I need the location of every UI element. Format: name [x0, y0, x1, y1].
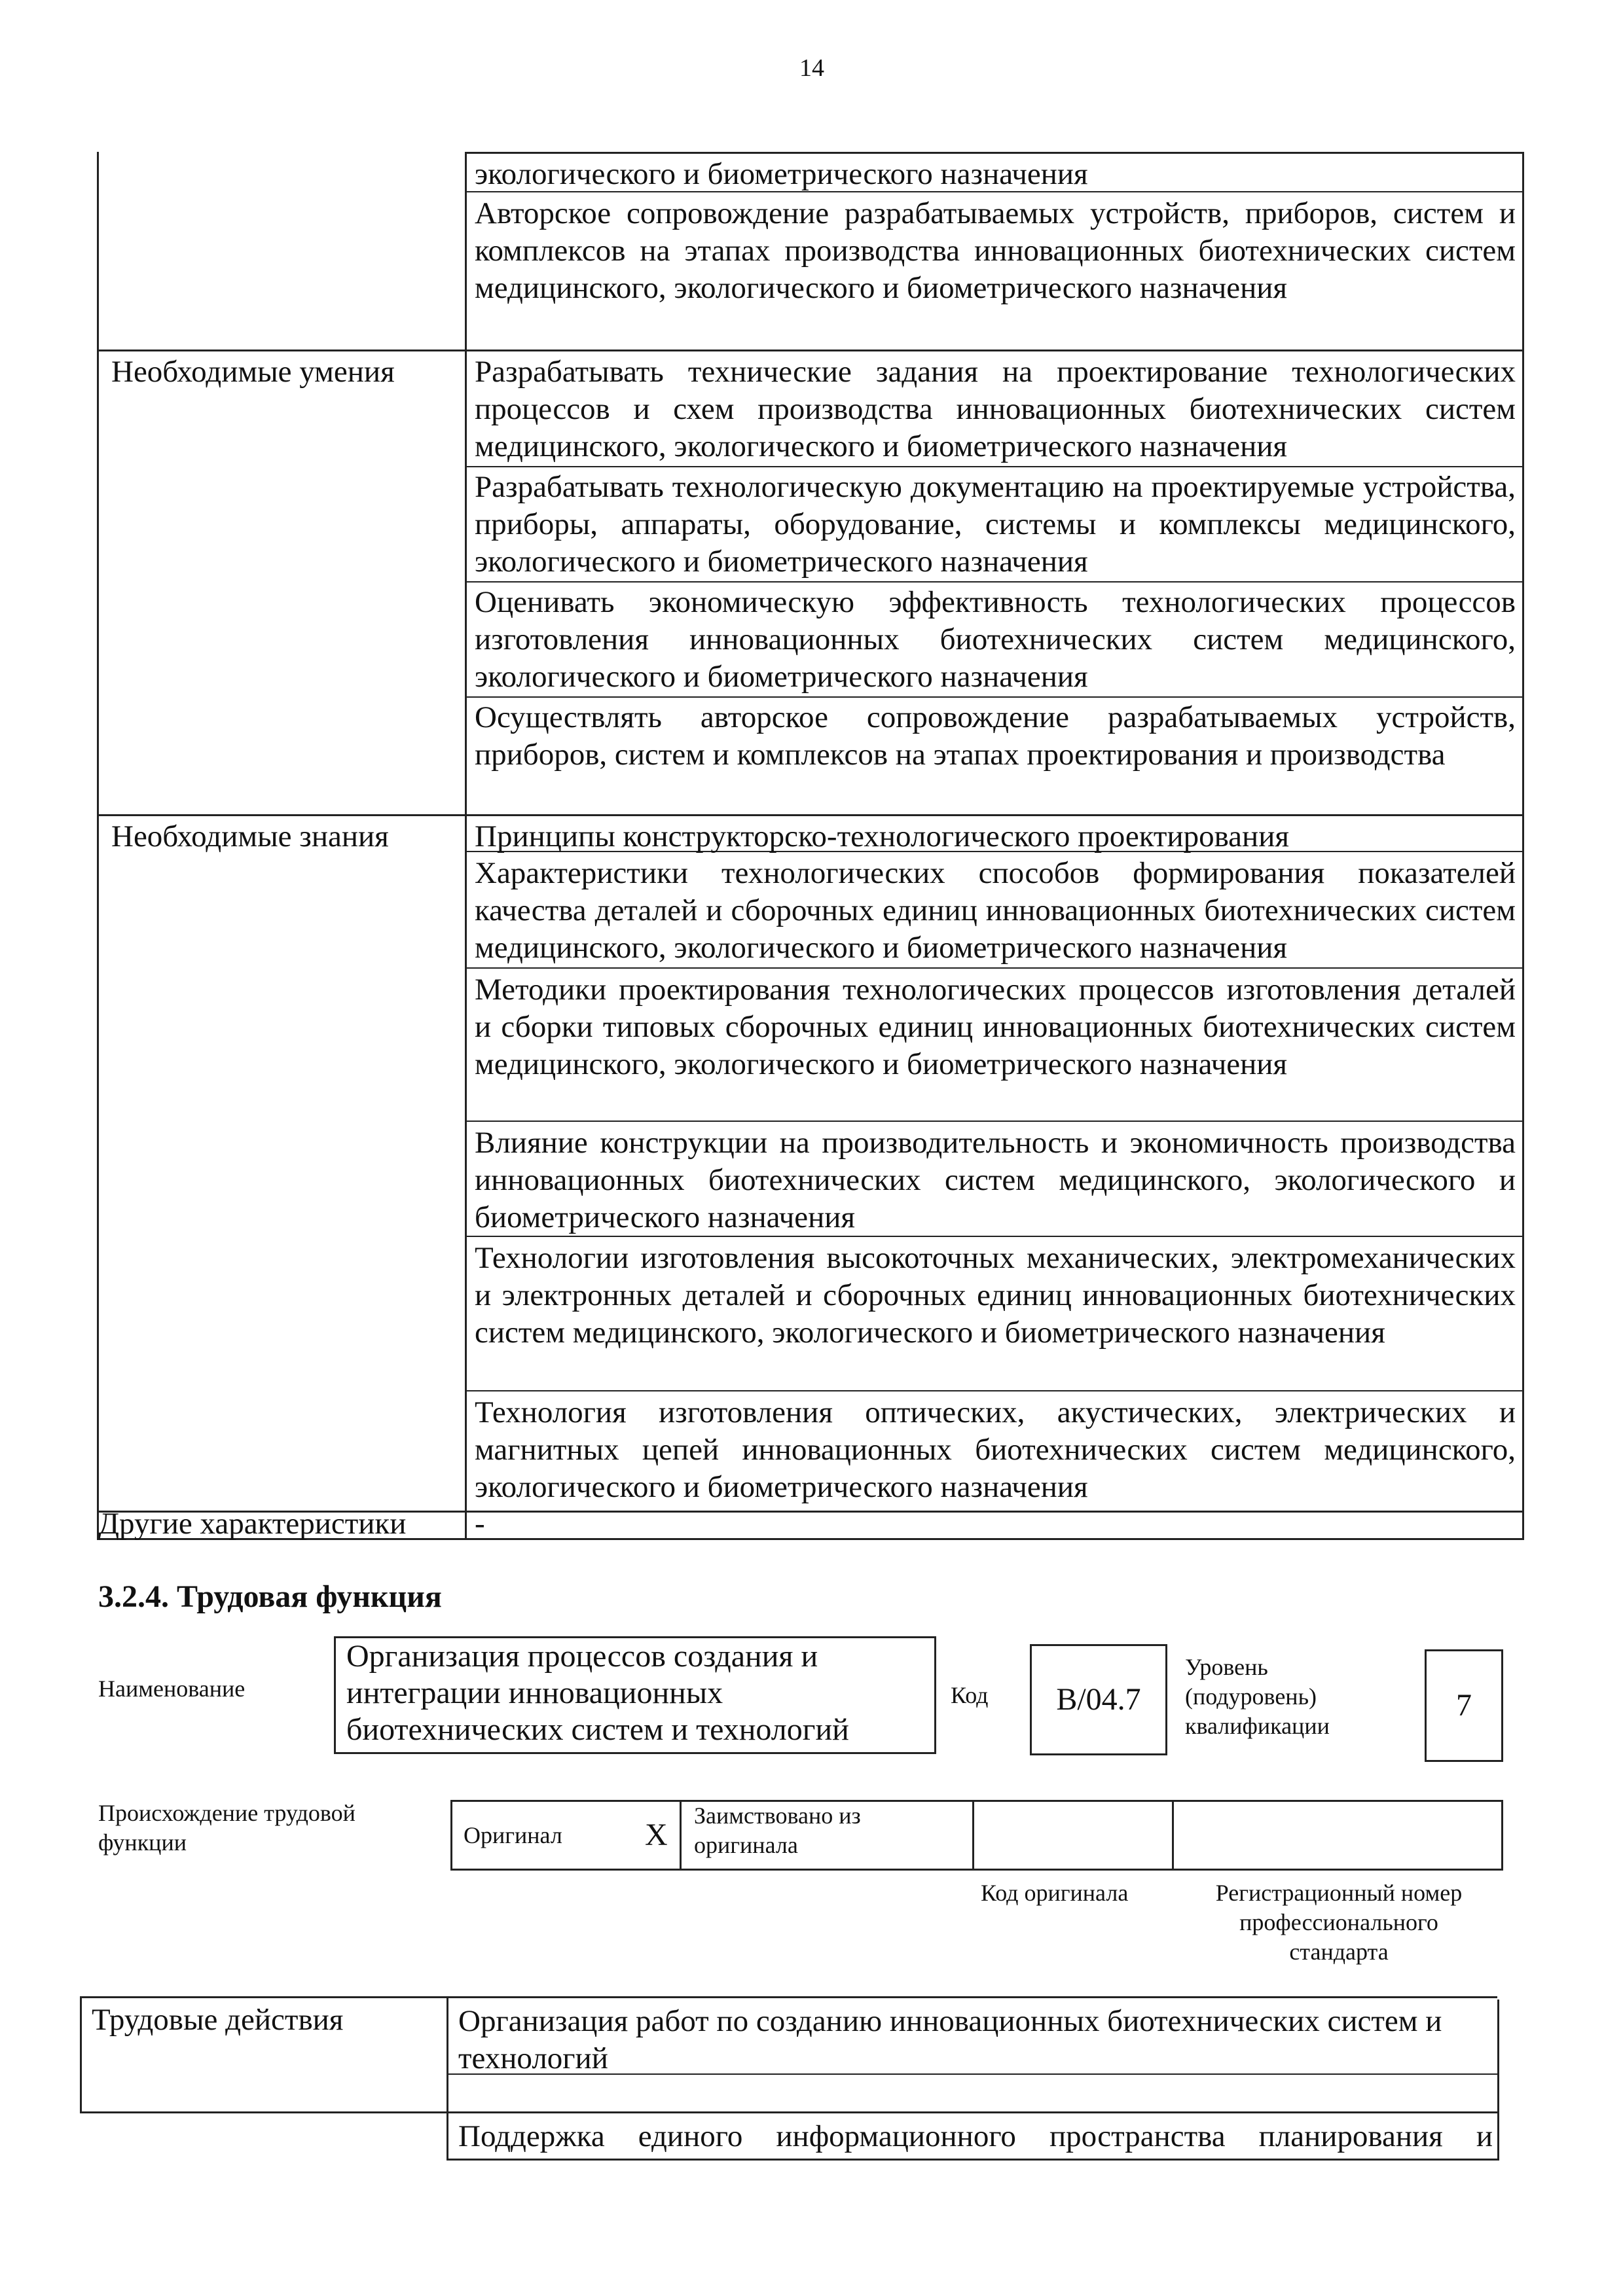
skill-item: Разрабатывать технологическую документацию на проектируемые устройства, приборы, аппараты, оборудование, системы и комплексы медицинского, экологического и биометрического назначения — [475, 470, 1516, 579]
labor-action-item: Поддержка единого информационного пространства планирования и — [458, 2119, 1493, 2153]
page-number: 14 — [799, 54, 824, 82]
level-box — [1425, 1649, 1503, 1762]
borrowed-label: Заимствовано из оригинала — [694, 1803, 861, 1858]
function-name-value: Организация процессов создания и интеграции инновационных биотехнических систем и технологий — [346, 1639, 849, 1747]
function-name-box — [334, 1636, 936, 1754]
row-authorship-text: Авторское сопровождение разрабатываемых устройств, приборов, систем и комплексов на этапах производства инновационных биотехнических систем медицинского, экологического и биометрического назначения — [475, 196, 1516, 305]
level-label: Уровень (подуровень) квалификации — [1185, 1654, 1330, 1739]
section-heading: 3.2.4. Трудовая функция — [98, 1579, 442, 1614]
reg-number-label: Регистрационный номер профессионального стандарта — [1215, 1880, 1463, 1965]
level-value: 7 — [1456, 1688, 1472, 1723]
origin-label: Происхождение трудовой функции — [98, 1800, 356, 1856]
skill-item: Осуществлять авторское сопровождение разрабатываемых устройств, приборов, систем и комплексов на этапах проектирования и производства — [475, 700, 1516, 772]
other-label: Другие характеристики — [98, 1507, 407, 1541]
knowledge-label: Необходимые знания — [111, 819, 389, 853]
skills-label: Необходимые умения — [111, 355, 395, 389]
code-box — [1030, 1644, 1167, 1755]
knowledge-item: Технологии изготовления высокоточных механических, электромеханических и электронных деталей и сборочных единиц инновационных биотехнических систем медицинского, экологического и биометрического назначения — [475, 1241, 1516, 1350]
labor-action-item: Организация работ по созданию инновационных биотехнических систем и технологий — [458, 2004, 1442, 2075]
knowledge-item: Методики проектирования технологических процессов изготовления деталей и сборки типовых сборочных единиц инновационных биотехнических систем медицинского, экологического и биометрического назначения — [475, 973, 1516, 1081]
knowledge-item: Характеристики технологических способов формирования показателей качества деталей и сборочных единиц инновационных биотехнических систем медицинского, экологического и биометрического назначения — [475, 856, 1516, 965]
code-value: B/04.7 — [1056, 1682, 1141, 1717]
code-label: Код — [951, 1682, 989, 1708]
other-value: - — [475, 1507, 485, 1541]
knowledge-item: Влияние конструкции на производительность и экономичность производства инновационных биотехнических систем медицинского, экологического и биометрического назначения — [475, 1126, 1516, 1234]
skill-item: Разрабатывать технические задания на проектирование технологических процессов и схем производства инновационных биотехнических систем медицинского, экологического и биометрического назначения — [475, 355, 1516, 463]
original-mark: X — [645, 1818, 668, 1852]
original-label: Оригинал — [464, 1822, 562, 1848]
knowledge-item: Принципы конструкторско-технологического проектирования — [475, 819, 1289, 853]
skill-item: Оценивать экономическую эффективность технологических процессов изготовления инновационных биотехнических систем медицинского, экологического и биометрического назначения — [475, 585, 1516, 694]
origin-row — [450, 1800, 1503, 1871]
knowledge-item: Технология изготовления оптических, акустических, электрических и магнитных цепей инновационных биотехнических систем медицинского, экологического и биометрического назначения — [475, 1395, 1516, 1504]
row-continuation-text: экологического и биометрического назначения — [475, 157, 1088, 191]
labor-actions-label: Трудовые действия — [92, 2003, 344, 2037]
name-label: Наименование — [98, 1676, 246, 1702]
code-original-label: Код оригинала — [981, 1880, 1129, 1906]
